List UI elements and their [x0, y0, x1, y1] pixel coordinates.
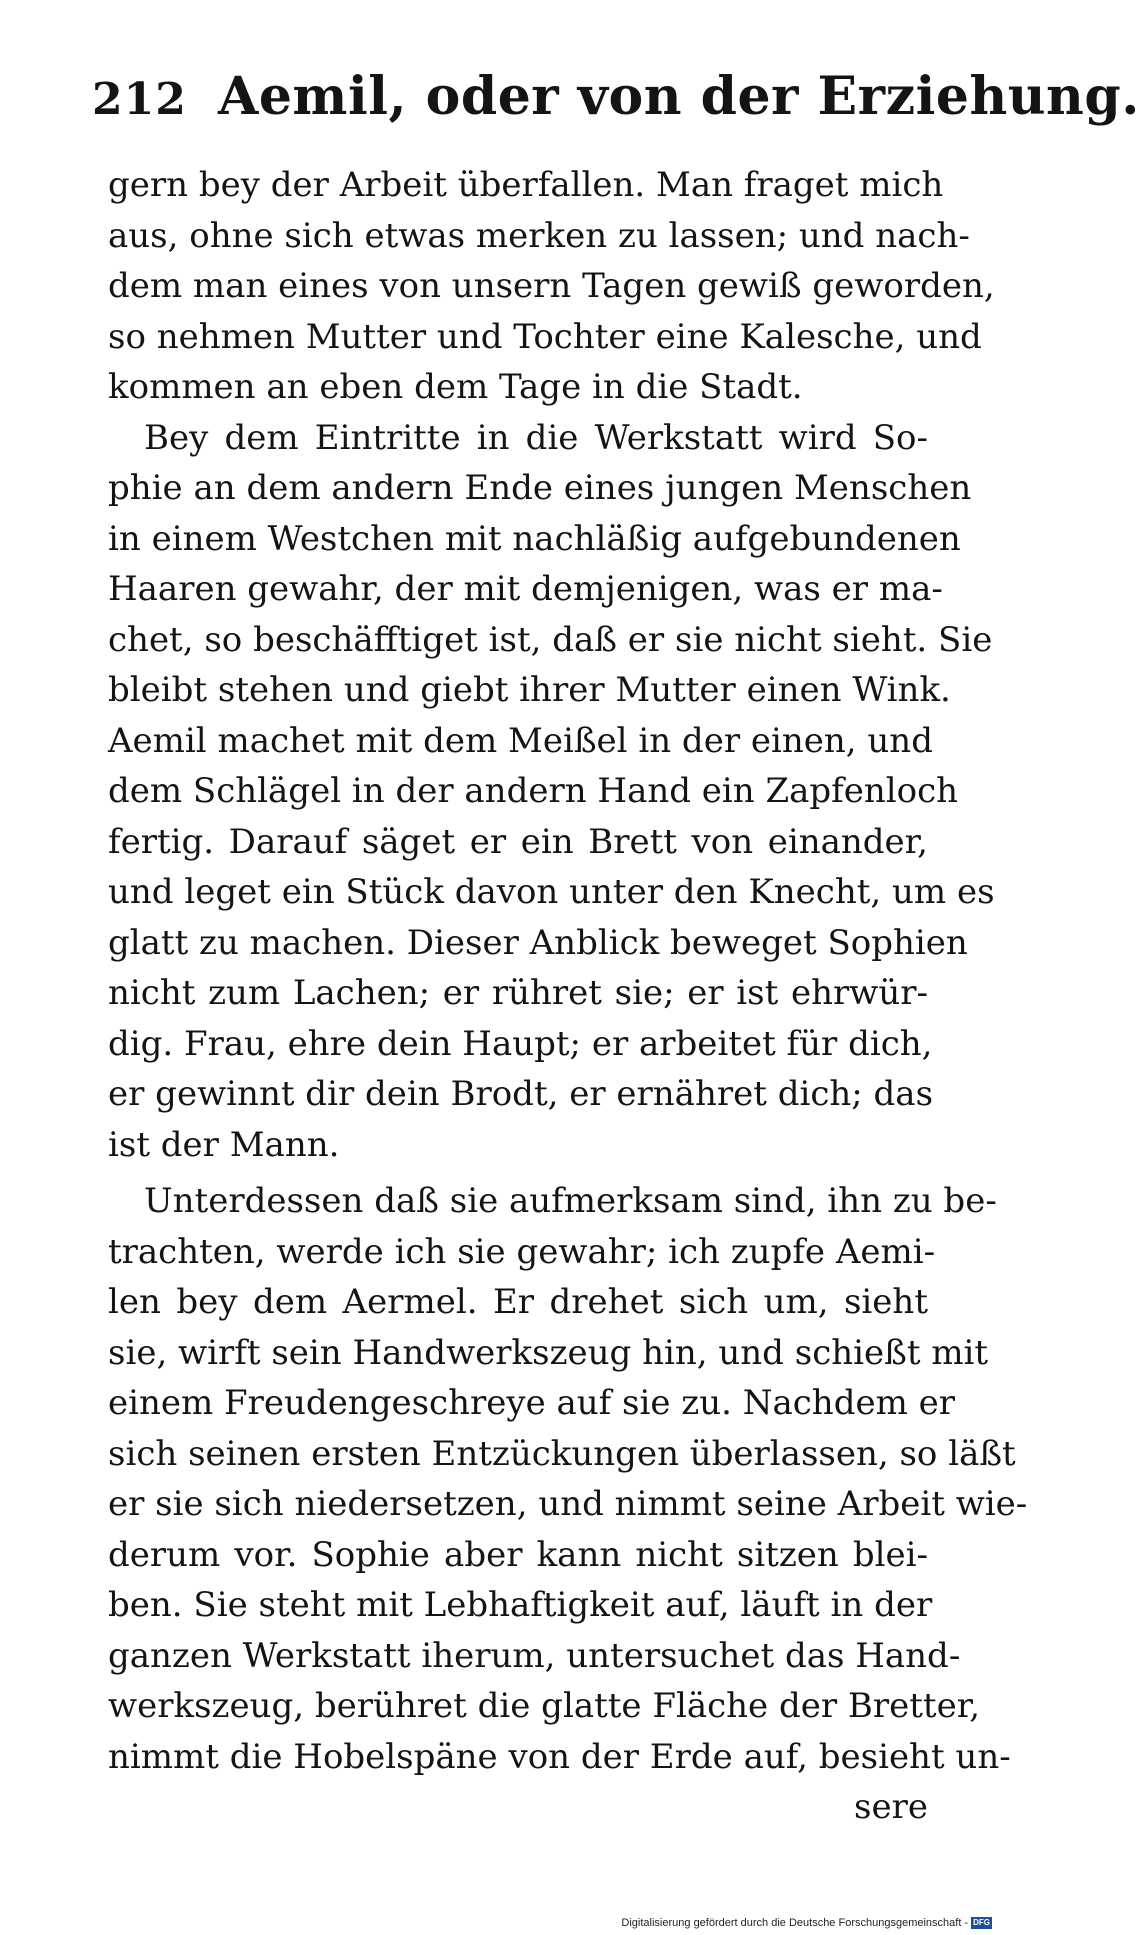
- digitization-credit: [621, 1917, 992, 1929]
- page-header: [92, 62, 1140, 132]
- text-line: einem Freudengeschreye auf sie zu. Nachdem er: [108, 1383, 955, 1423]
- text-line: ben. Sie steht mit Lebhaftigkeit auf, läuft in der: [108, 1585, 933, 1625]
- text-line: fertig. Darauf säget er ein Brett von einander,: [108, 821, 928, 862]
- paragraph: [108, 1176, 1028, 1782]
- text-line: dem man eines von unsern Tagen gewiß geworden,: [108, 266, 995, 306]
- body-text: [108, 160, 1028, 1833]
- text-line: werkszeug, berühret die glatte Fläche der Bretter,: [108, 1686, 981, 1726]
- catchword: sere: [854, 1787, 928, 1827]
- text-line: trachten, werde ich sie gewahr; ich zupfe Aemi-: [108, 1231, 936, 1272]
- text-line: so nehmen Mutter und Tochter eine Kalesche, und: [108, 316, 982, 357]
- text-line: phie an dem andern Ende eines jungen Menschen: [108, 468, 972, 508]
- text-line: dig. Frau, ehre dein Haupt; er arbeitet für dich,: [108, 1023, 933, 1064]
- text-line: kommen an eben dem Tage in die Stadt.: [108, 367, 803, 407]
- paragraph: [108, 413, 995, 1171]
- text-line: derum vor. Sophie aber kann nicht sitzen blei-: [108, 1534, 928, 1575]
- text-line: sie, wirft sein Handwerkszeug hin, und schießt mit: [108, 1332, 989, 1373]
- text-line: Aemil machet mit dem Meißel in der einen, und: [108, 720, 933, 761]
- text-line: sich seinen ersten Entzückungen überlassen, so läßt: [108, 1433, 1016, 1474]
- text-line: in einem Westchen mit nachläßig aufgebundenen: [108, 518, 961, 559]
- text-line: er sie sich niedersetzen, und nimmt seine Arbeit wie-: [108, 1484, 1028, 1524]
- text-line: ist der Mann.: [108, 1124, 340, 1165]
- dfg-logo: DFG: [973, 1918, 990, 1927]
- text-line: und leget ein Stück davon unter den Knecht, um es: [108, 872, 995, 912]
- text-line: er gewinnt dir dein Brodt, er ernähret dich; das: [108, 1074, 934, 1114]
- text-line: glatt zu machen. Dieser Anblick beweget Sophien: [108, 922, 968, 963]
- credit-text: Digitalisierung gefördert durch die Deutsche Forschungsgemeinschaft -: [621, 1917, 969, 1929]
- text-line: dem Schlägel in der andern Hand ein Zapfenloch: [108, 771, 959, 811]
- running-title: Aemil, oder von der Erziehung.: [218, 66, 1140, 127]
- text-line: aus, ohne sich etwas merken zu lassen; und nach-: [108, 215, 970, 256]
- text-line: gern bey der Arbeit überfallen. Man fraget mich: [108, 165, 944, 205]
- text-line: Bey dem Eintritte in die Werkstatt wird So-: [144, 417, 928, 458]
- text-line: nimmt die Hobelspäne von der Erde auf, besieht un-: [108, 1736, 1011, 1777]
- text-line: ganzen Werkstatt iherum, untersuchet das Hand-: [108, 1635, 961, 1676]
- text-line: len bey dem Aermel. Er drehet sich um, sieht: [108, 1282, 928, 1322]
- page-number: 212: [92, 74, 187, 125]
- text-line: nicht zum Lachen; er rühret sie; er ist ehrwür-: [108, 973, 928, 1013]
- text-line: bleibt stehen und giebt ihrer Mutter einen Wink.: [108, 670, 951, 710]
- text-line: Unterdessen daß sie aufmerksam sind, ihn zu be-: [144, 1181, 997, 1221]
- text-line: Haaren gewahr, der mit demjenigen, was er ma-: [108, 569, 943, 609]
- text-line: chet, so beschäfftiget ist, daß er sie nicht sieht. Sie: [108, 619, 993, 660]
- paragraph: [108, 160, 995, 413]
